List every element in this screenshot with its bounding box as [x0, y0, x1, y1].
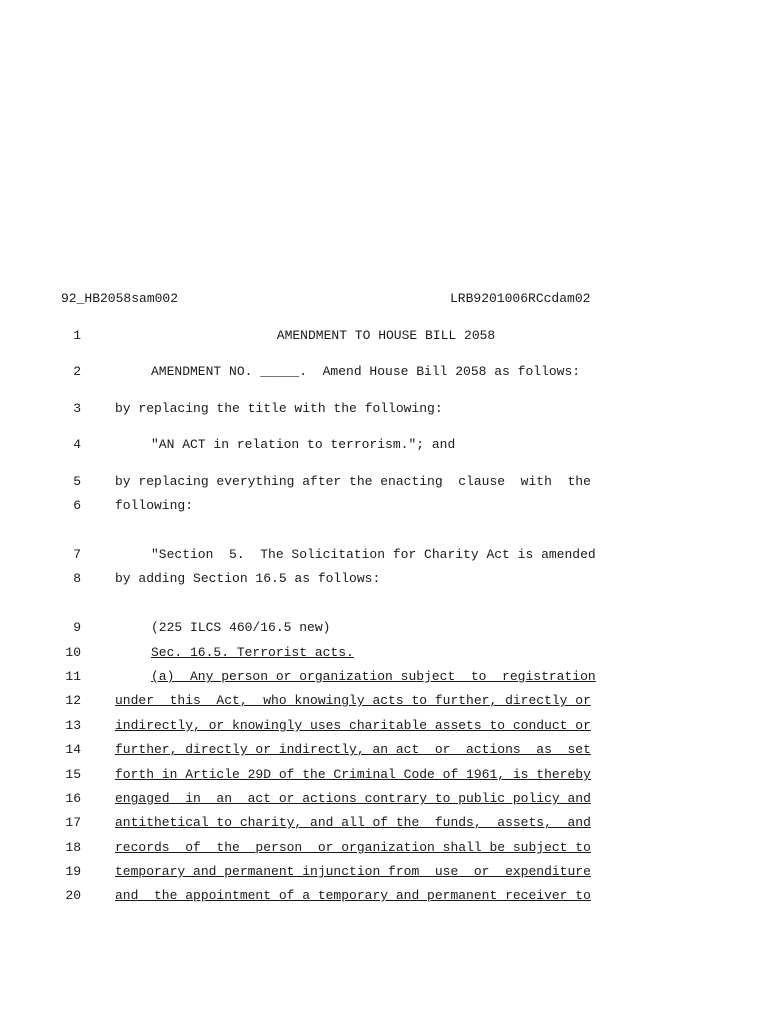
line-number: 2 [73, 364, 81, 379]
line-text: by adding Section 16.5 as follows: [115, 571, 381, 586]
inserted-text: records of the person or organization shall be subject to [115, 840, 591, 855]
line-text: "Section 5. The Solicitation for Charity Act is amended [151, 547, 596, 562]
line-number: 19 [65, 864, 81, 879]
line-number: 16 [65, 791, 81, 806]
document-line [0, 645, 770, 663]
line-number: 15 [65, 767, 81, 782]
document-line [0, 693, 770, 711]
document-line [0, 791, 770, 809]
header-lrb-id: LRB9201006RCcdam02 [450, 291, 591, 306]
document-line [0, 669, 770, 687]
document-line [0, 401, 770, 419]
document-line [0, 620, 770, 638]
inserted-text: (a) Any person or organization subject to registration [151, 669, 596, 684]
document-line [0, 742, 770, 760]
document-line [0, 364, 770, 382]
inserted-text: antithetical to charity, and all of the funds, assets, and [115, 815, 591, 830]
inserted-text: forth in Article 29D of the Criminal Code of 1961, is thereby [115, 767, 591, 782]
document-line [0, 498, 770, 516]
line-text: "AN ACT in relation to terrorism."; and [151, 437, 456, 452]
line-number: 14 [65, 742, 81, 757]
line-number: 8 [73, 571, 81, 586]
document-line [0, 571, 770, 589]
document-line [0, 718, 770, 736]
document-line [0, 547, 770, 565]
inserted-text: engaged in an act or actions contrary to public policy and [115, 791, 591, 806]
section-heading: Sec. 16.5. Terrorist acts. [151, 645, 354, 660]
document-line [0, 328, 770, 346]
line-number: 3 [73, 401, 81, 416]
line-number: 18 [65, 840, 81, 855]
document-line [0, 474, 770, 492]
line-text: by replacing the title with the following: [115, 401, 443, 416]
line-text: following: [115, 498, 194, 513]
line-number: 1 [73, 328, 81, 343]
document-line [0, 437, 770, 455]
document-line [0, 815, 770, 833]
line-text: by replacing everything after the enacting clause with the [115, 474, 591, 489]
line-text: (225 ILCS 460/16.5 new) [151, 620, 331, 635]
inserted-text: indirectly, or knowingly uses charitable assets to conduct or [115, 718, 591, 733]
document-line [0, 767, 770, 785]
line-number: 17 [65, 815, 81, 830]
line-number: 10 [65, 645, 81, 660]
line-number: 9 [73, 620, 81, 635]
line-number: 12 [65, 693, 81, 708]
inserted-text: temporary and permanent injunction from use or expenditure [115, 864, 591, 879]
document-line [0, 840, 770, 858]
document-line [0, 888, 770, 906]
line-number: 5 [73, 474, 81, 489]
line-number: 4 [73, 437, 81, 452]
line-number: 7 [73, 547, 81, 562]
inserted-text: further, directly or indirectly, an act or actions as set [115, 742, 591, 757]
document-line [0, 864, 770, 882]
line-text: AMENDMENT NO. _____. Amend House Bill 2058 as follows: [151, 364, 581, 379]
line-number: 6 [73, 498, 81, 513]
line-number: 11 [65, 669, 81, 684]
document-title: AMENDMENT TO HOUSE BILL 2058 [276, 328, 496, 343]
inserted-text: under this Act, who knowingly acts to further, directly or [115, 693, 591, 708]
inserted-text: and the appointment of a temporary and permanent receiver to [115, 888, 591, 903]
header-bill-id: 92_HB2058sam002 [61, 291, 179, 306]
line-number: 13 [65, 718, 81, 733]
line-number: 20 [65, 888, 81, 903]
